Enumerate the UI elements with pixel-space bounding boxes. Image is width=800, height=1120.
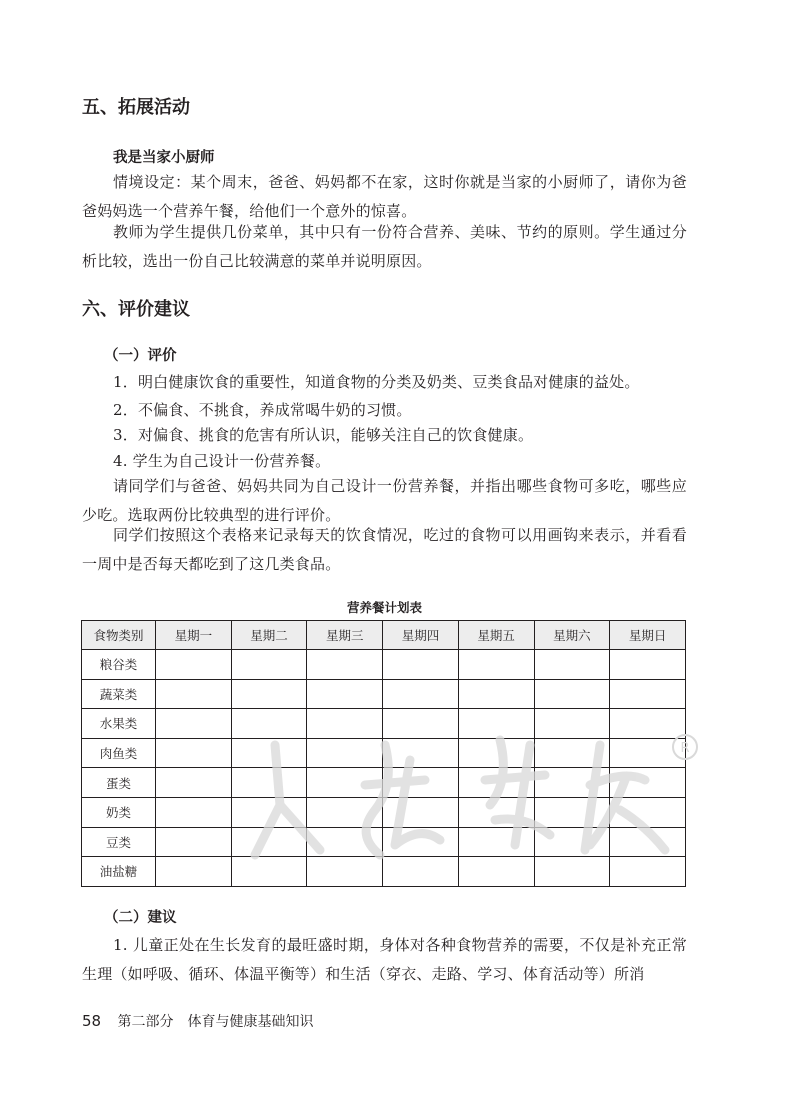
day-check-cell xyxy=(156,797,232,827)
day-check-cell xyxy=(458,738,534,768)
day-check-cell xyxy=(156,679,232,709)
food-category-cell: 水果类 xyxy=(82,709,156,739)
day-check-cell xyxy=(231,679,307,709)
table-row xyxy=(82,797,686,827)
day-check-cell xyxy=(458,650,534,680)
day-check-cell xyxy=(383,827,459,857)
day-check-cell xyxy=(156,650,232,680)
evaluation-item-2: 2．不偏食、不挑食，养成常喝牛奶的习惯。 xyxy=(113,401,412,419)
food-category-cell: 蛋类 xyxy=(82,768,156,798)
section-5-heading: 五、拓展活动 xyxy=(82,97,190,118)
page-footer xyxy=(82,1011,314,1032)
section-6-heading: 六、评价建议 xyxy=(82,299,190,320)
table-row xyxy=(82,827,686,857)
day-check-cell xyxy=(534,797,610,827)
day-check-cell xyxy=(383,679,459,709)
evaluation-item-3: 3．对偏食、挑食的危害有所认识，能够关注自己的饮食健康。 xyxy=(113,426,534,444)
food-category-cell: 豆类 xyxy=(82,827,156,857)
footer-section-title: 第二部分 体育与健康基础知识 xyxy=(117,1014,314,1030)
day-check-cell xyxy=(307,650,383,680)
day-check-cell xyxy=(534,827,610,857)
day-check-cell xyxy=(231,738,307,768)
table-caption: 营养餐计划表 xyxy=(346,600,422,615)
suggestion-heading: （二）建议 xyxy=(104,910,177,926)
header-cell: 星期六 xyxy=(534,621,610,650)
day-check-cell xyxy=(231,797,307,827)
day-check-cell xyxy=(383,797,459,827)
table-row xyxy=(82,650,686,680)
header-cell: 星期五 xyxy=(458,621,534,650)
day-check-cell xyxy=(610,827,686,857)
day-check-cell xyxy=(534,738,610,768)
day-check-cell xyxy=(231,768,307,798)
day-check-cell xyxy=(383,738,459,768)
table-header-row xyxy=(82,621,686,650)
day-check-cell xyxy=(156,827,232,857)
suggestion-paragraph: 1. 儿童正处在生长发育的最旺盛时期，身体对各种食物营养的需要，不仅是补充正常生理（如呼吸、循环、体温平衡等）和生活（穿衣、走路、学习、体育活动等）所消 xyxy=(82,936,687,983)
day-check-cell xyxy=(231,709,307,739)
page-number: 58 xyxy=(82,1012,102,1030)
header-cell: 星期二 xyxy=(231,621,307,650)
day-check-cell xyxy=(307,768,383,798)
day-check-cell xyxy=(458,768,534,798)
design-meal-paragraph: 请同学们与爸爸、妈妈共同为自己设计一份营养餐，并指出哪些食物可多吃，哪些应少吃。选取两份比较典型的进行评价。 xyxy=(82,477,687,524)
day-check-cell xyxy=(307,679,383,709)
food-category-cell: 奶类 xyxy=(82,797,156,827)
table-row xyxy=(82,738,686,768)
day-check-cell xyxy=(458,679,534,709)
day-check-cell xyxy=(231,650,307,680)
header-cell: 星期四 xyxy=(383,621,459,650)
header-cell: 星期日 xyxy=(610,621,686,650)
day-check-cell xyxy=(156,857,232,887)
evaluation-heading: （一）评价 xyxy=(104,348,177,364)
day-check-cell xyxy=(383,709,459,739)
day-check-cell xyxy=(156,738,232,768)
day-check-cell xyxy=(534,650,610,680)
food-category-cell: 蔬菜类 xyxy=(82,679,156,709)
day-check-cell xyxy=(534,857,610,887)
day-check-cell xyxy=(307,709,383,739)
header-cell: 星期三 xyxy=(307,621,383,650)
day-check-cell xyxy=(307,857,383,887)
teacher-menu-paragraph: 教师为学生提供几份菜单，其中只有一份符合营养、美味、节约的原则。学生通过分析比较，选出一份自己比较满意的菜单并说明原因。 xyxy=(82,223,687,270)
day-check-cell xyxy=(231,827,307,857)
day-check-cell xyxy=(383,768,459,798)
day-check-cell xyxy=(307,797,383,827)
day-check-cell xyxy=(458,797,534,827)
day-check-cell xyxy=(534,768,610,798)
day-check-cell xyxy=(534,679,610,709)
day-check-cell xyxy=(307,738,383,768)
table-row xyxy=(82,768,686,798)
evaluation-item-4: 4. 学生为自己设计一份营养餐。 xyxy=(113,452,331,470)
day-check-cell xyxy=(610,738,686,768)
day-check-cell xyxy=(610,650,686,680)
day-check-cell xyxy=(231,857,307,887)
day-check-cell xyxy=(383,857,459,887)
food-category-cell: 油盐糖 xyxy=(82,857,156,887)
day-check-cell xyxy=(156,709,232,739)
header-cell: 食物类别 xyxy=(82,621,156,650)
day-check-cell xyxy=(383,650,459,680)
day-check-cell xyxy=(156,768,232,798)
food-category-cell: 肉鱼类 xyxy=(82,738,156,768)
day-check-cell xyxy=(610,857,686,887)
day-check-cell xyxy=(534,709,610,739)
food-category-cell: 粮谷类 xyxy=(82,650,156,680)
day-check-cell xyxy=(610,768,686,798)
scenario-paragraph: 情境设定：某个周末，爸爸、妈妈都不在家，这时你就是当家的小厨师了，请你为爸爸妈妈选一个营养午餐，给他们一个意外的惊喜。 xyxy=(82,173,687,220)
table-body xyxy=(82,650,686,887)
day-check-cell xyxy=(458,709,534,739)
table-row xyxy=(82,857,686,887)
header-cell: 星期一 xyxy=(156,621,232,650)
evaluation-item-1: 1．明白健康饮食的重要性，知道食物的分类及奶类、豆类食品对健康的益处。 xyxy=(113,373,640,391)
day-check-cell xyxy=(610,709,686,739)
table-row xyxy=(82,679,686,709)
day-check-cell xyxy=(458,827,534,857)
nutrition-plan-table xyxy=(81,620,686,887)
day-check-cell xyxy=(610,679,686,709)
record-table-paragraph: 同学们按照这个表格来记录每天的饮食情况，吃过的食物可以用画钩来表示，并看看一周中是否每天都吃到了这几类食品。 xyxy=(82,526,687,573)
day-check-cell xyxy=(307,827,383,857)
table-row xyxy=(82,709,686,739)
svg-text:R: R xyxy=(680,741,690,756)
day-check-cell xyxy=(458,857,534,887)
activity-title: 我是当家小厨师 xyxy=(113,150,215,166)
day-check-cell xyxy=(610,797,686,827)
